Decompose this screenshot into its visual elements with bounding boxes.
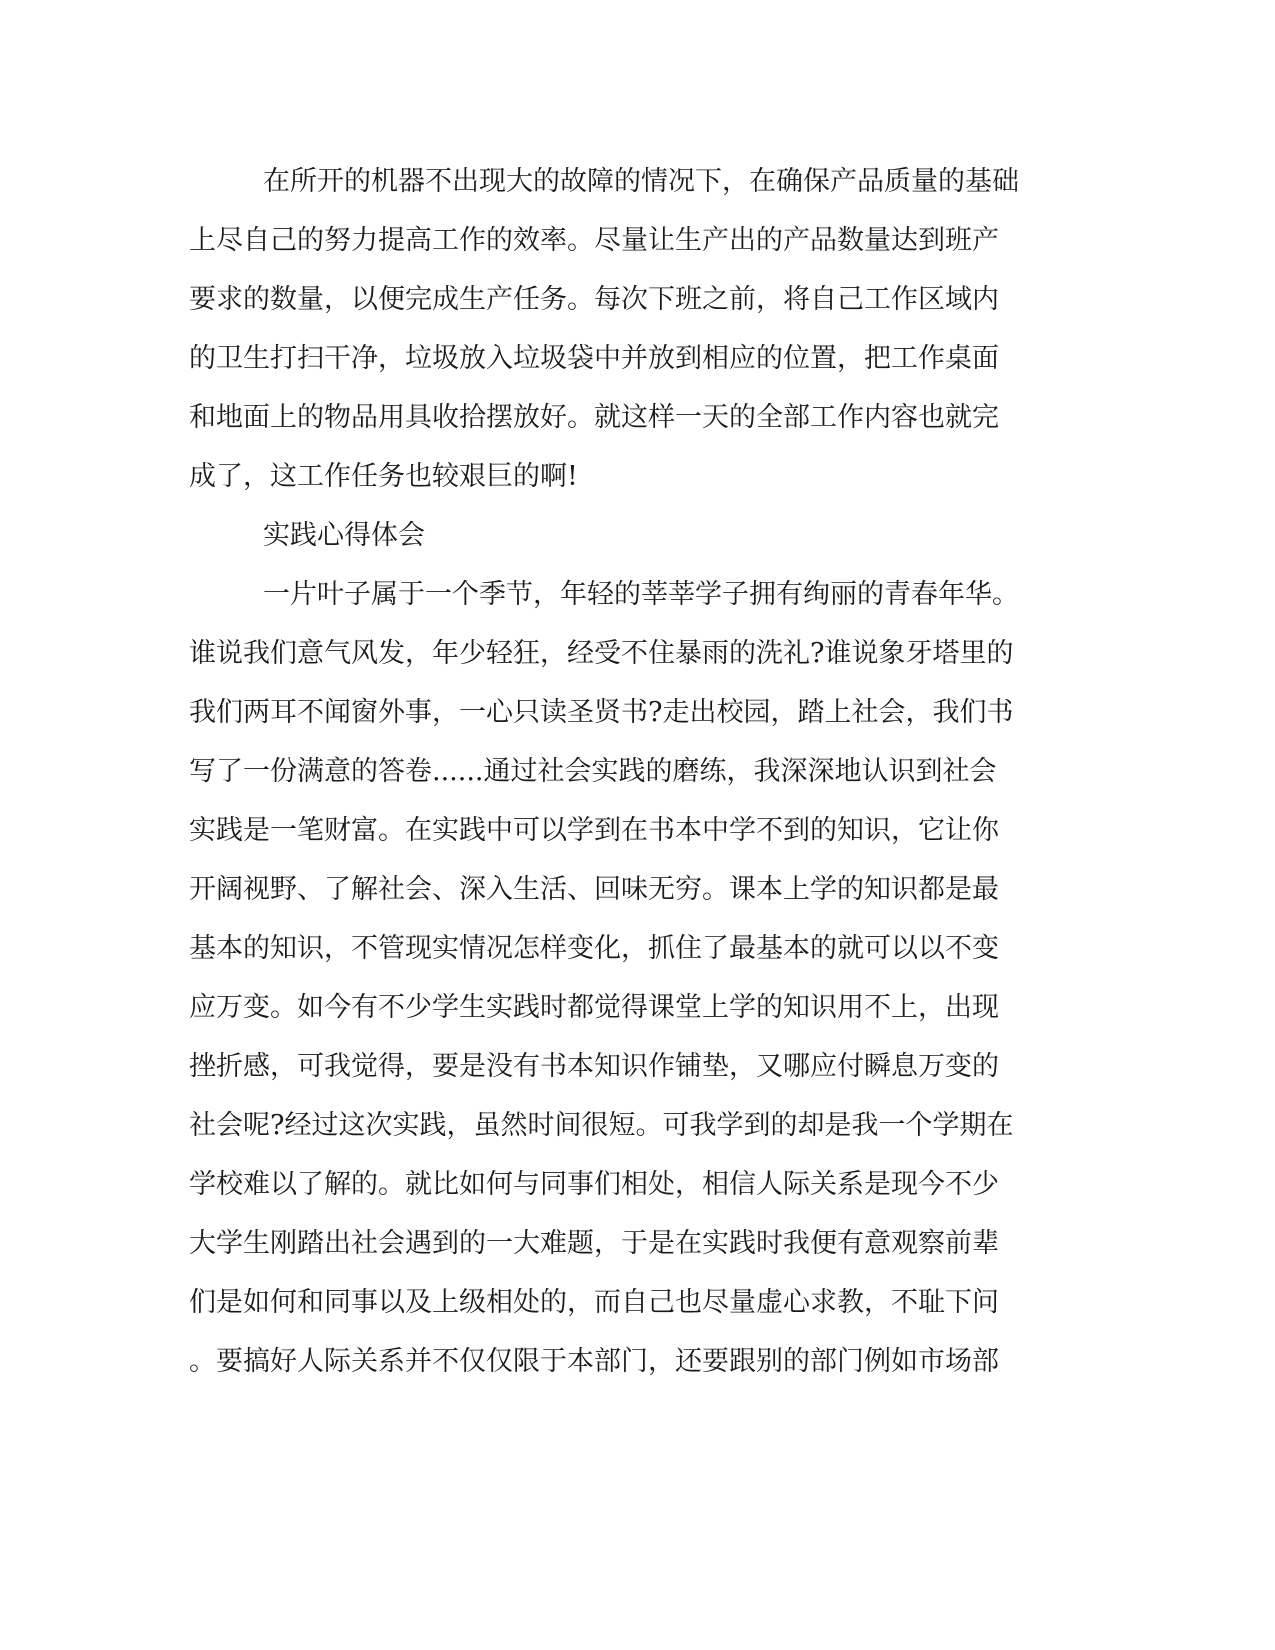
text-line: 社会呢?经过这次实践，虽然时间很短。可我学到的却是我一个学期在: [189, 1110, 1014, 1141]
text-line: 和地面上的物品用具收拾摆放好。就这样一天的全部工作内容也就完: [189, 402, 999, 433]
text-line: 。要搞好人际关系并不仅仅限于本部门，还要跟别的部门例如市场部: [189, 1346, 999, 1377]
text-line: 开阔视野、了解社会、深入生活、回味无穷。课本上学的知识都是最: [189, 874, 999, 905]
text-line: 一片叶子属于一个季节，年轻的莘莘学子拥有绚丽的青春年华。: [263, 579, 1019, 610]
text-line: 的卫生打扫干净，垃圾放入垃圾袋中并放到相应的位置，把工作桌面: [189, 343, 999, 374]
text-line: 基本的知识，不管现实情况怎样变化，抓住了最基本的就可以以不变: [189, 933, 999, 964]
text-line: 上尽自己的努力提高工作的效率。尽量让生产出的产品数量达到班产: [189, 225, 999, 256]
section-heading: 实践心得体会: [263, 520, 425, 551]
text-line: 要求的数量，以便完成生产任务。每次下班之前，将自己工作区域内: [189, 284, 999, 315]
text-line: 写了一份满意的答卷......通过社会实践的磨练，我深深地认识到社会: [189, 756, 997, 787]
text-line: 学校难以了解的。就比如何与同事们相处，相信人际关系是现今不少: [189, 1169, 999, 1200]
text-line: 谁说我们意气风发，年少轻狂，经受不住暴雨的洗礼?谁说象牙塔里的: [189, 638, 1014, 669]
text-line: 挫折感，可我觉得，要是没有书本知识作铺垫，又哪应付瞬息万变的: [189, 1051, 999, 1082]
text-line: 应万变。如今有不少学生实践时都觉得课堂上学的知识用不上，出现: [189, 992, 999, 1023]
text-line: 大学生刚踏出社会遇到的一大难题，于是在实践时我便有意观察前辈: [189, 1228, 999, 1259]
text-line: 我们两耳不闻窗外事，一心只读圣贤书?走出校园，踏上社会，我们书: [189, 697, 1014, 728]
text-line: 在所开的机器不出现大的故障的情况下，在确保产品质量的基础: [263, 166, 1019, 197]
text-line: 们是如何和同事以及上级相处的，而自己也尽量虚心求教，不耻下问: [189, 1287, 999, 1318]
text-line: 成了，这工作任务也较艰巨的啊!: [189, 461, 578, 492]
text-line: 实践是一笔财富。在实践中可以学到在书本中学不到的知识，它让你: [189, 815, 999, 846]
